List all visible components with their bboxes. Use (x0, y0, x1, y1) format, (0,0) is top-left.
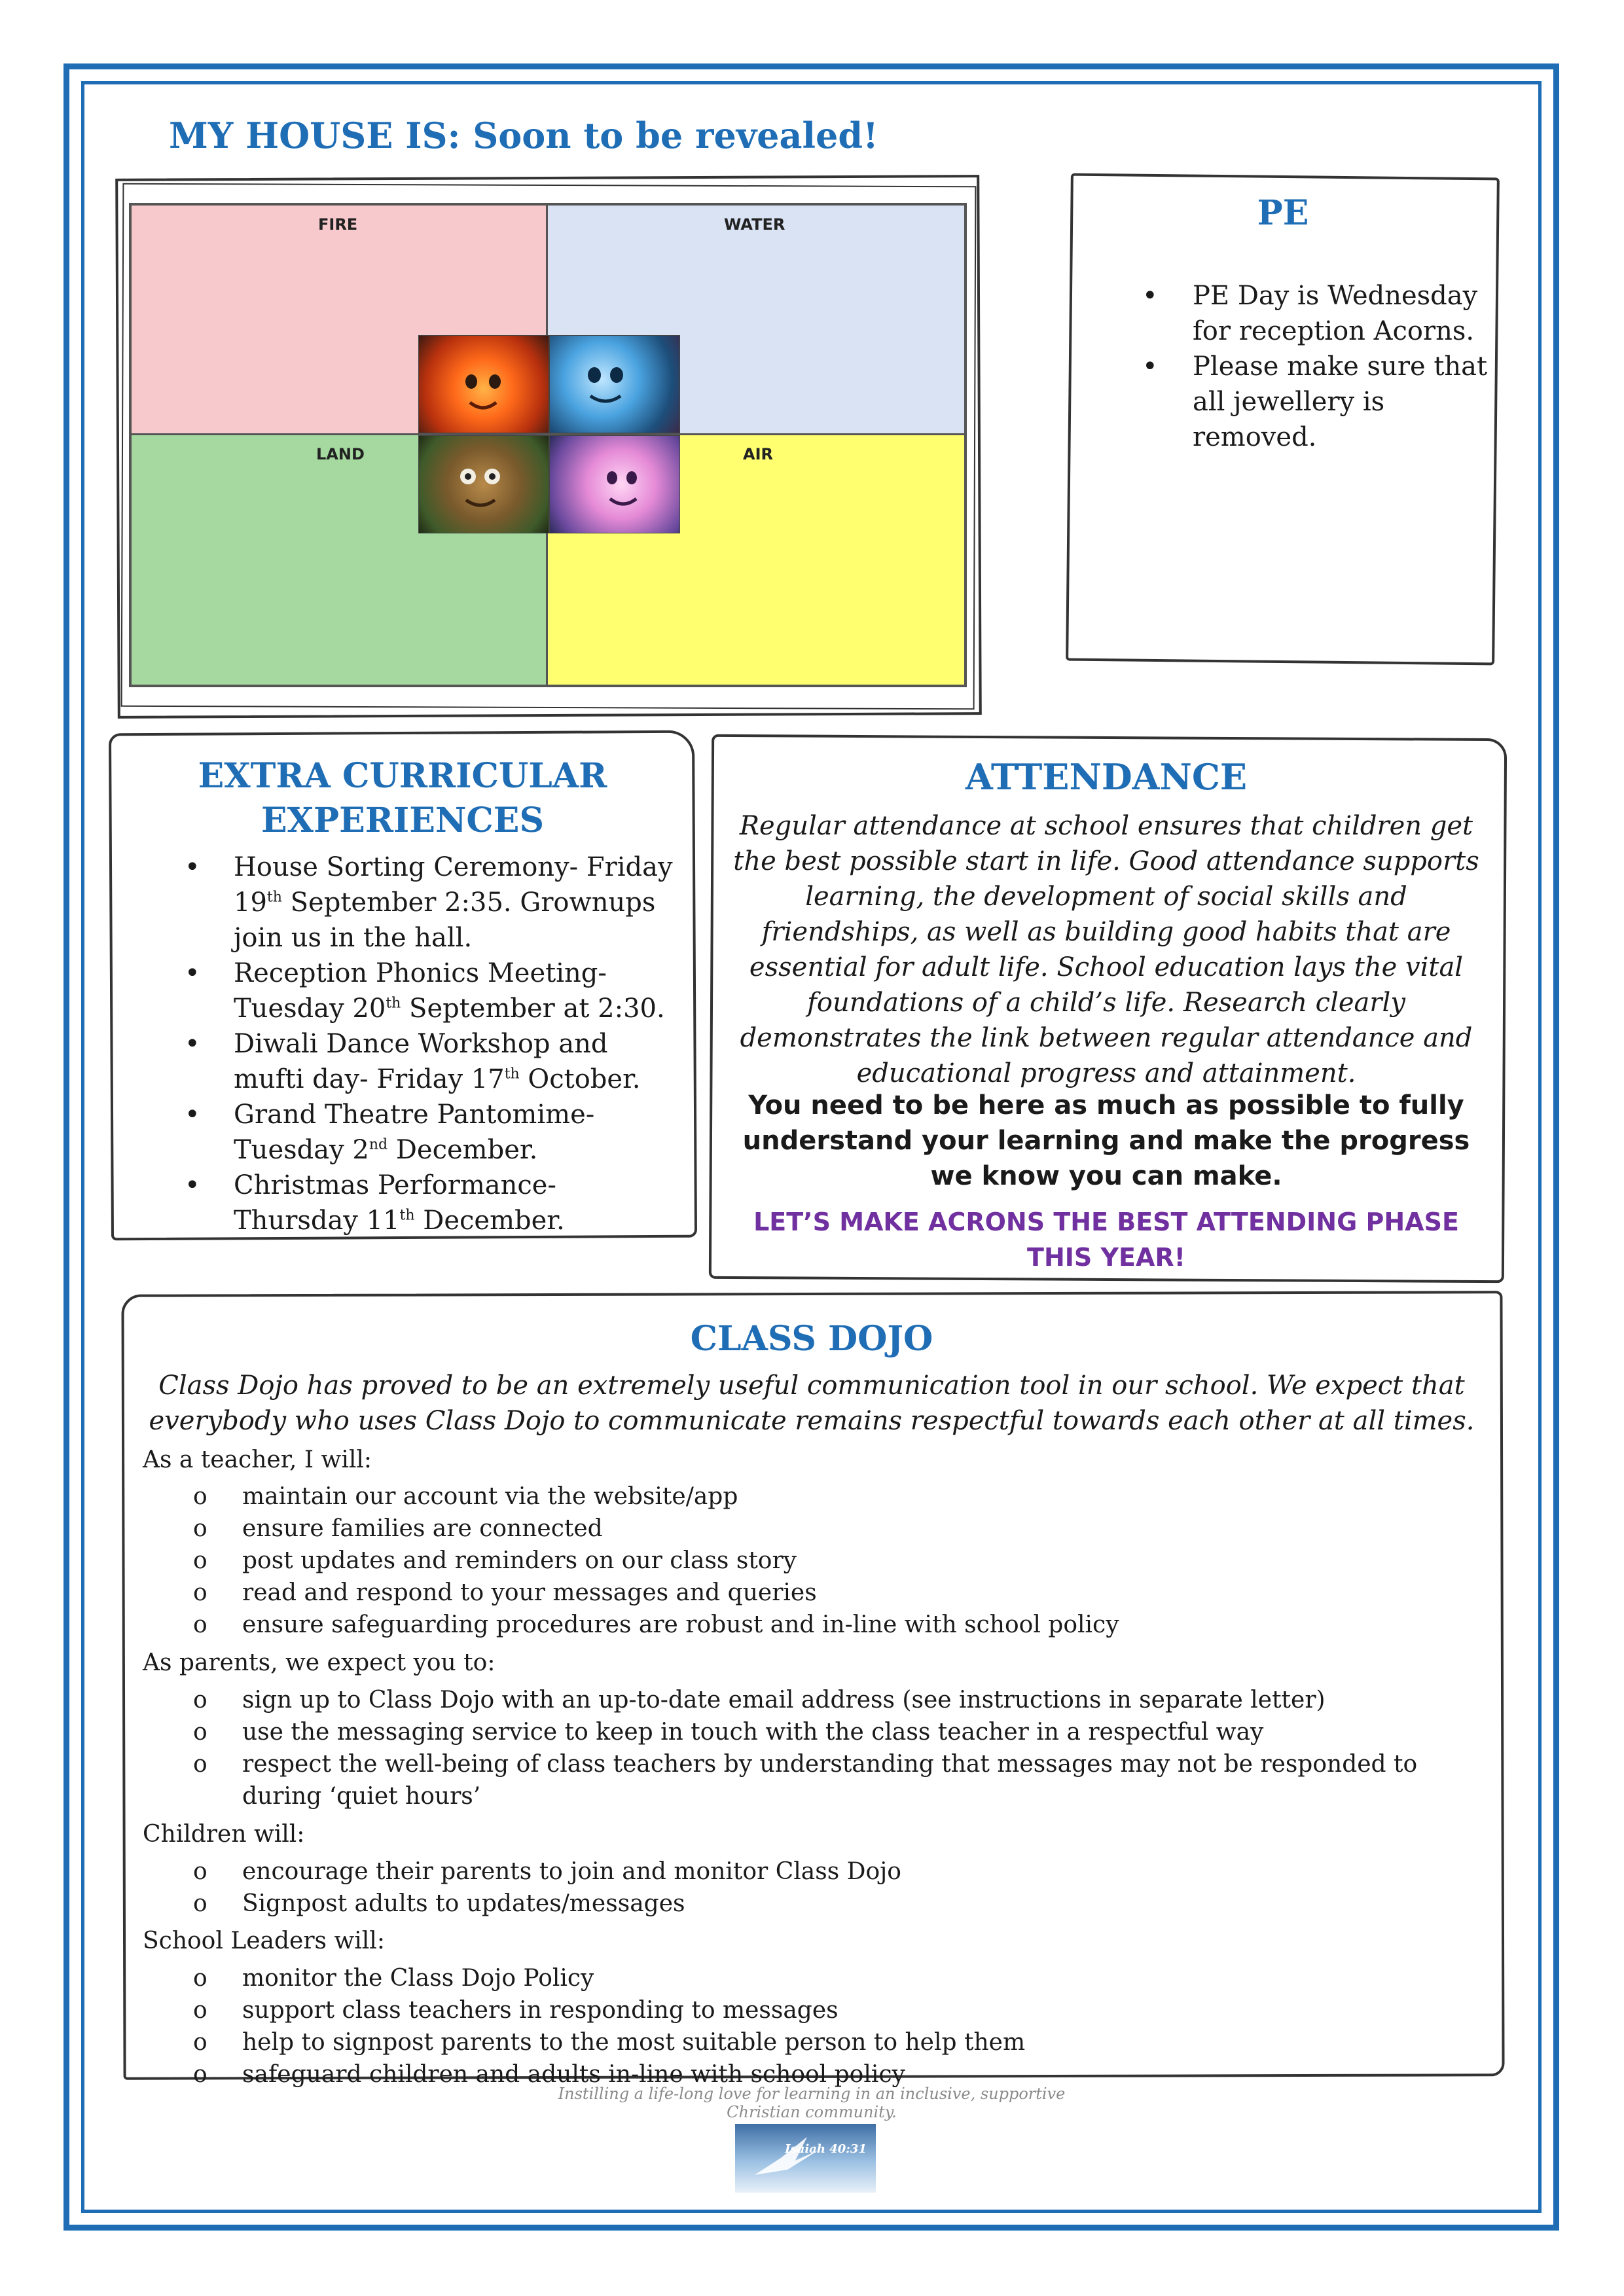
children-list (193, 1856, 1502, 1920)
school-logo (735, 2124, 876, 2193)
land-face-icon (419, 436, 549, 533)
label-land: LAND (316, 445, 365, 463)
list-item: • Diwali Dance Workshop and mufti day- Friday 17th October. (185, 1029, 641, 1094)
list-item: o safeguard children and adults in-line with school policy (193, 2061, 905, 2088)
list-item: • Please make sure that all jewellery is removed. (1142, 351, 1488, 452)
children-heading: Children will: (143, 1821, 305, 1848)
label-air: AIR (743, 445, 773, 463)
list-item: o post updates and reminders on our class story (193, 1547, 797, 1574)
attendance-body: Regular attendance at school ensures that children get the best possible start in life. Good attendance supports learning, the development of social skills and friendships, as well as building good habits that are essential for adult life. School education lays the vital foundations of a child’s life. Research clearly demonstrates the link between regular attendance and educational progress and attainment. (733, 811, 1479, 1088)
fire-character-image (418, 335, 549, 433)
attendance-title: ATTENDANCE (965, 756, 1248, 798)
list-item: • Christmas Performance- Thursday 11th December. (185, 1170, 565, 1236)
list-item: • Grand Theatre Pantomime- Tuesday 2nd December. (185, 1100, 595, 1165)
house-grid (129, 203, 967, 687)
air-face-icon (550, 436, 679, 533)
list-item: o encourage their parents to join and monitor Class Dojo (193, 1858, 901, 1885)
eagle-icon (735, 2124, 876, 2193)
list-item: o ensure families are connected (193, 1515, 603, 1542)
list-item: o support class teachers in responding to messages (193, 1997, 839, 2024)
list-item: • PE Day is Wednesday for reception Acorns. (1142, 281, 1478, 346)
list-item: o Signpost adults to updates/messages (193, 1890, 685, 1917)
list-item: o sign up to Class Dojo with an up-to-date email address (see instructions in separate letter) (193, 1687, 1326, 1713)
list-item: o read and respond to your messages and queries (193, 1579, 817, 1606)
land-character-image (418, 435, 549, 533)
air-character-image (549, 435, 680, 533)
list-item: • House Sorting Ceremony- Friday 19th September 2:35. Grownups join us in the hall. (185, 852, 673, 953)
leaders-heading: School Leaders will: (143, 1928, 385, 1954)
parents-heading: As parents, we expect you to: (143, 1649, 496, 1676)
list-item: o use the messaging service to keep in touch with the class teacher in a respectful way (193, 1719, 1264, 1746)
list-item: o respect the well-being of class teachers by understanding that messages may not be responded to during ‘quiet hours’ (193, 1751, 1418, 1810)
fire-face-icon (419, 336, 549, 433)
teacher-heading: As a teacher, I will: (143, 1446, 372, 1473)
footer-motto: Instilling a life-long love for learning in an inclusive, supportive Christian community. (558, 2085, 1066, 2121)
water-character-image (549, 335, 680, 433)
pe-title: PE (1257, 193, 1309, 233)
label-fire: FIRE (318, 215, 358, 234)
logo-text: Isaiah 40:31 (785, 2142, 867, 2156)
class-dojo-title: CLASS DOJO (690, 1319, 933, 1359)
parents-list (193, 1684, 1502, 1812)
extra-curricular-title: EXTRA CURRICULAR EXPERIENCES (198, 756, 607, 840)
list-item: • Reception Phonics Meeting- Tuesday 20th September at 2:30. (185, 958, 665, 1024)
list-item: o maintain our account via the website/app (193, 1483, 738, 1510)
list-item: o monitor the Class Dojo Policy (193, 1965, 594, 1992)
label-water: WATER (724, 215, 785, 234)
attendance-slogan: LET’S MAKE ACRONS THE BEST ATTENDING PHASE THIS YEAR! (753, 1208, 1459, 1272)
house-title: MY HOUSE IS: Soon to be revealed! (169, 115, 878, 156)
extra-curricular-list (185, 850, 682, 1238)
attendance-message: You need to be here as much as possible to fully understand your learning and make the progress we know you can make. (742, 1090, 1470, 1191)
pe-list (1142, 278, 1496, 455)
list-item: o ensure safeguarding procedures are robust and in-line with school policy (193, 1611, 1119, 1638)
class-dojo-intro: Class Dojo has proved to be an extremely useful communication tool in our school. We expect that everybody who uses Class Dojo to communicate remains respectful towards each other at all times. (149, 1371, 1475, 1436)
leaders-list (193, 1962, 1502, 2090)
teacher-list (193, 1480, 1502, 1641)
list-item: o help to signpost parents to the most suitable person to help them (193, 2029, 1026, 2056)
water-face-icon (550, 336, 679, 433)
